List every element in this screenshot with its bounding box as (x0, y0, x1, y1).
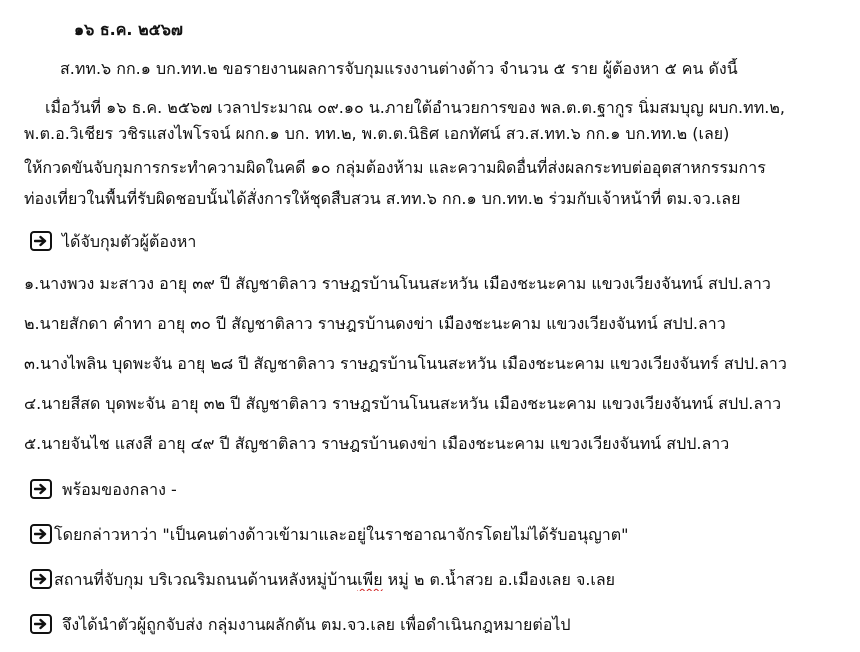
charge-line (30, 524, 830, 546)
handover-line (30, 614, 830, 636)
location-label-end: หมู่ ๒ ต.น้ำสวย อ.เมืองเลย จ.เลย (382, 570, 616, 589)
suspect-item: ๓.นางไพลิน บุดพะจัน อายุ ๒๘ ปี สัญชาติลาว ราษฎรบ้านโนนสะหวัน เมืองชะนะคาม แขวงเวียงจันทร์ สปป.ลาว (24, 354, 787, 373)
body-line-4: ท่องเที่ยวในพื้นที่รับผิดชอบนั้นได้สั่งการให้ชุดสืบสวน ส.ทท.๖ กก.๑ บก.ทท.๒ ร่วมกับเจ้าหน้าที่ ตม.จว.เลย (24, 189, 741, 208)
arrow-right-box-icon (30, 569, 52, 589)
evidence-label: พร้อมของกลาง - (62, 480, 177, 499)
report-date: ๑๖ ธ.ค. ๒๕๖๗ (74, 20, 183, 39)
intro-line: ส.ทท.๖ กก.๑ บก.ทท.๒ ขอรายงานผลการจับกุมแรงงานต่างด้าว จำนวน ๕ ราย ผู้ต้องหา ๕ คน ดังนี้ (60, 59, 738, 78)
arrow-right-box-icon (30, 231, 52, 251)
evidence-line (30, 479, 830, 501)
suspect-item: ๕.นายจันไช แสงสี อายุ ๔๙ ปี สัญชาติลาว ราษฎรบ้านดงข่า เมืองชะนะคาม แขวงเวียงจันทน์ สปป.ลาว (24, 434, 730, 453)
body-line-3: ให้กวดขันจับกุมการกระทำความผิดในคดี ๑๐ กลุ่มต้องห้าม และความผิดอื่นที่ส่งผลกระทบต่ออุตสาหกรรมการ (24, 158, 766, 177)
handover-label: จึงได้นำตัวผู้ถูกจับส่ง กลุ่มงานผลักดัน ตม.จว.เลย เพื่อดำเนินกฎหมายต่อไป (62, 615, 571, 634)
charge-label: โดยกล่าวหาว่า "เป็นคนต่างด้าวเข้ามาและอยู่ในราชอาณาจักรโดยไม่ได้รับอนุญาต" (54, 525, 629, 544)
arrest-heading-label: ได้จับกุมตัวผู้ต้องหา (62, 232, 197, 251)
suspect-item: ๔.นายสีสด บุดพะจัน อายุ ๓๒ ปี สัญชาติลาว ราษฎรบ้านโนนสะหวัน เมืองชะนะคาม แขวงเวียงจันทน์ สปป.ลาว (24, 394, 782, 413)
arrow-right-box-icon (30, 524, 52, 544)
arrow-right-box-icon (30, 479, 52, 499)
body-line-1: เมื่อวันที่ ๑๖ ธ.ค. ๒๕๖๗ เวลาประมาณ ๐๙.๑๐ น.ภายใต้อำนวยการของ พล.ต.ต.ฐากูร นิ่มสมบุญ ผบก.ทท.๒, (45, 98, 785, 117)
arrest-heading (30, 231, 830, 253)
location-line (30, 569, 830, 591)
body-line-2: พ.ต.อ.วิเชียร วชิรแสงไพโรจน์ ผกก.๑ บก. ทท.๒, พ.ต.ต.นิธิศ เอกทัศน์ สว.ส.ทท.๖ กก.๑ บก.ทท.๒ (เลย) (24, 124, 730, 143)
location-label-start: สถานที่จับกุม บริเวณริมถนนด้านหลังหมู่บ้าน (54, 570, 358, 589)
spellcheck-word: เพีย (357, 570, 383, 589)
suspect-item: ๒.นายสักดา คำทา อายุ ๓๐ ปี สัญชาติลาว ราษฎรบ้านดงข่า เมืองชะนะคาม แขวงเวียงจันทน์ สปป.ลาว (24, 314, 726, 333)
arrow-right-box-icon (30, 614, 52, 634)
suspect-item: ๑.นางพวง มะสาวง อายุ ๓๙ ปี สัญชาติลาว ราษฎรบ้านโนนสะหวัน เมืองชะนะคาม แขวงเวียงจันทน์ สปป.ลาว (24, 274, 771, 293)
